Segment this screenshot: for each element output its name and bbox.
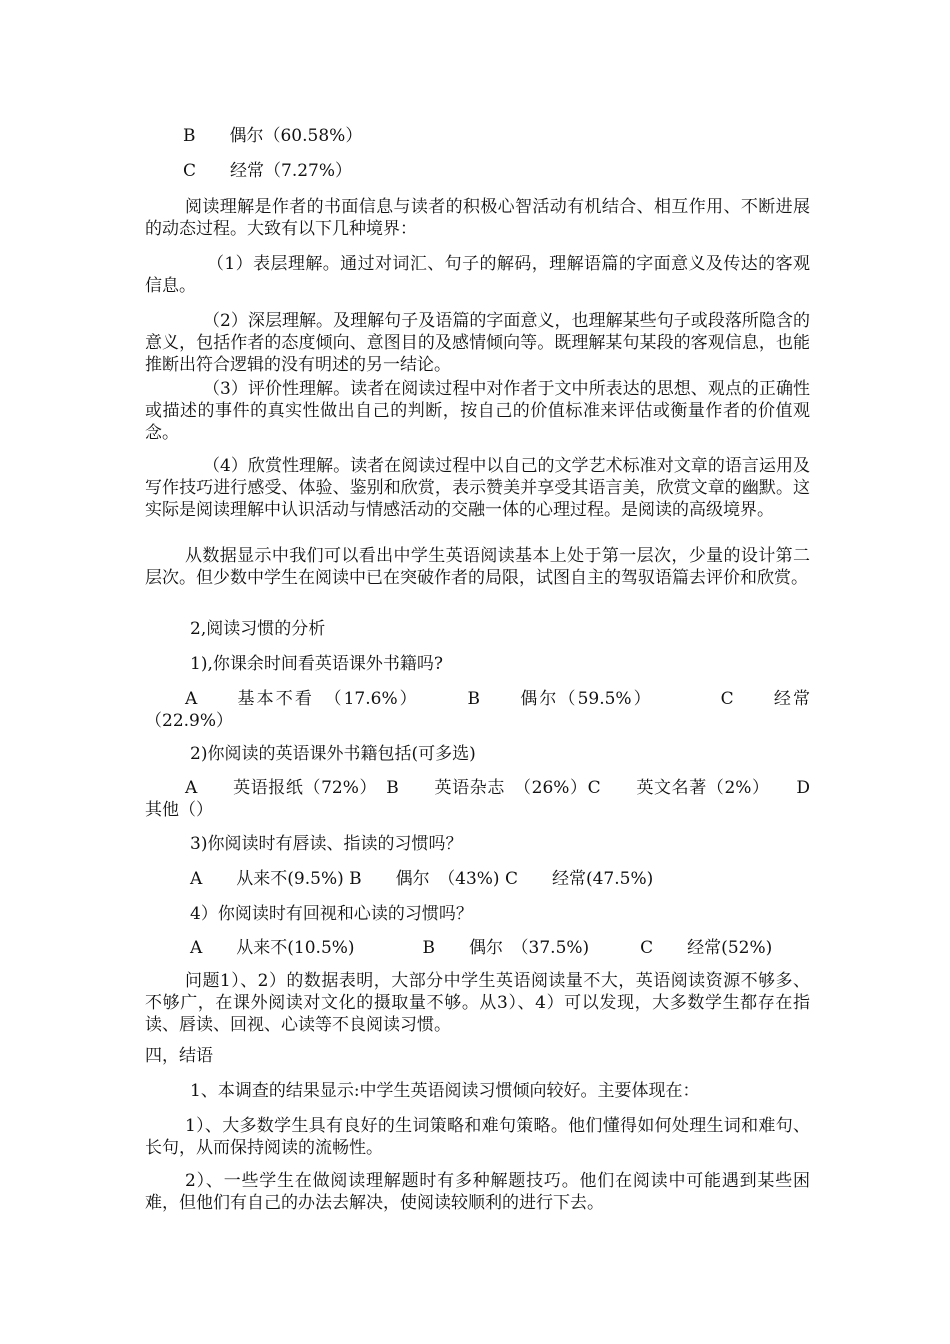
question-3-options: A 从来不(9.5%) B 偶尔 （43%) C 经常(47.5%) (190, 869, 654, 889)
question-1: 1),你课余时间看英语课外书籍吗? (190, 654, 443, 674)
intro-paragraph: 阅读理解是作者的书面信息与读者的积极心智活动有机结合、相互作用、不断进展的动态过程。大致有以下几种境界： (145, 197, 810, 239)
option-b-line: B 偶尔（60.58%） (183, 126, 363, 146)
question-3: 3)你阅读时有唇读、指读的习惯吗？ (190, 834, 463, 854)
section-habits-heading: 2,阅读习惯的分析 (190, 619, 326, 639)
conclusion-point-1-2: 2）、一些学生在做阅读理解题时有多种解题技巧。他们在阅读中可能遇到某些困难，但他们有自己的办法去解决，使阅读较顺利的进行下去。 (145, 1171, 810, 1213)
problems-paragraph: 问题1）、2）的数据表明，大部分中学生英语阅读量不大，英语阅读资源不够多、不够广，在课外阅读对文化的摄取量不够。从3）、4）可以发现，大多数学生都存在指读、唇读、回视、心读等不良阅读习惯。 (145, 971, 810, 1035)
conclusion-point-1-1: 1）、大多数学生具有良好的生词策略和难句策略。他们懂得如何处理生词和难句、长句，从而保持阅读的流畅性。 (145, 1116, 810, 1158)
conclusion-heading: 四，结语 (145, 1046, 213, 1066)
question-2-options: A 英语报纸（72%） B 英语杂志 （26%）C 英文名著（2%） D 其他（） (145, 778, 844, 820)
level-2-paragraph: （2）深层理解。及理解句子及语篇的字面意义，也理解某些句子或段落所隐含的意义，包括作者的态度倾向、意图目的及感情倾向等。既理解某句某段的客观信息，也能推断出符合逻辑的没有明述的另一结论。 (145, 311, 810, 375)
level-3-paragraph: （3）评价性理解。读者在阅读过程中对作者于文中所表达的思想、观点的正确性或描述的事件的真实性做出自己的判断，按自己的价值标准来评估或衡量作者的价值观念。 (145, 379, 810, 443)
question-4-options: A 从来不(10.5%) B 偶尔 （37.5%) C 经常(52%) (190, 938, 773, 958)
option-c-line: C 经常（7.27%） (183, 161, 353, 181)
conclusion-paragraph-1: 从数据显示中我们可以看出中学生英语阅读基本上处于第一层次，少量的设计第二层次。但少数中学生在阅读中已在突破作者的局限，试图自主的驾驭语篇去评价和欣赏。 (145, 546, 810, 588)
level-4-paragraph: （4）欣赏性理解。读者在阅读过程中以自己的文学艺术标准对文章的语言运用及写作技巧进行感受、体验、鉴别和欣赏，表示赞美并享受其语言美，欣赏文章的幽默。这实际是阅读理解中认识活动与情感活动的交融一体的心理过程。是阅读的高级境界。 (145, 456, 810, 520)
question-2: 2)你阅读的英语课外书籍包括(可多选) (190, 744, 476, 764)
question-4: 4）你阅读时有回视和心读的习惯吗？ (190, 904, 473, 924)
question-1-options: A 基本不看 （17.6%） B 偶尔（59.5%） C 经常（22.9%） (145, 689, 810, 731)
conclusion-point-1: 1、本调查的结果显示:中学生英语阅读习惯倾向较好。主要体现在： (190, 1081, 700, 1101)
level-1-paragraph: （1）表层理解。通过对词汇、句子的解码，理解语篇的字面意义及传达的客观信息。 (145, 254, 810, 296)
